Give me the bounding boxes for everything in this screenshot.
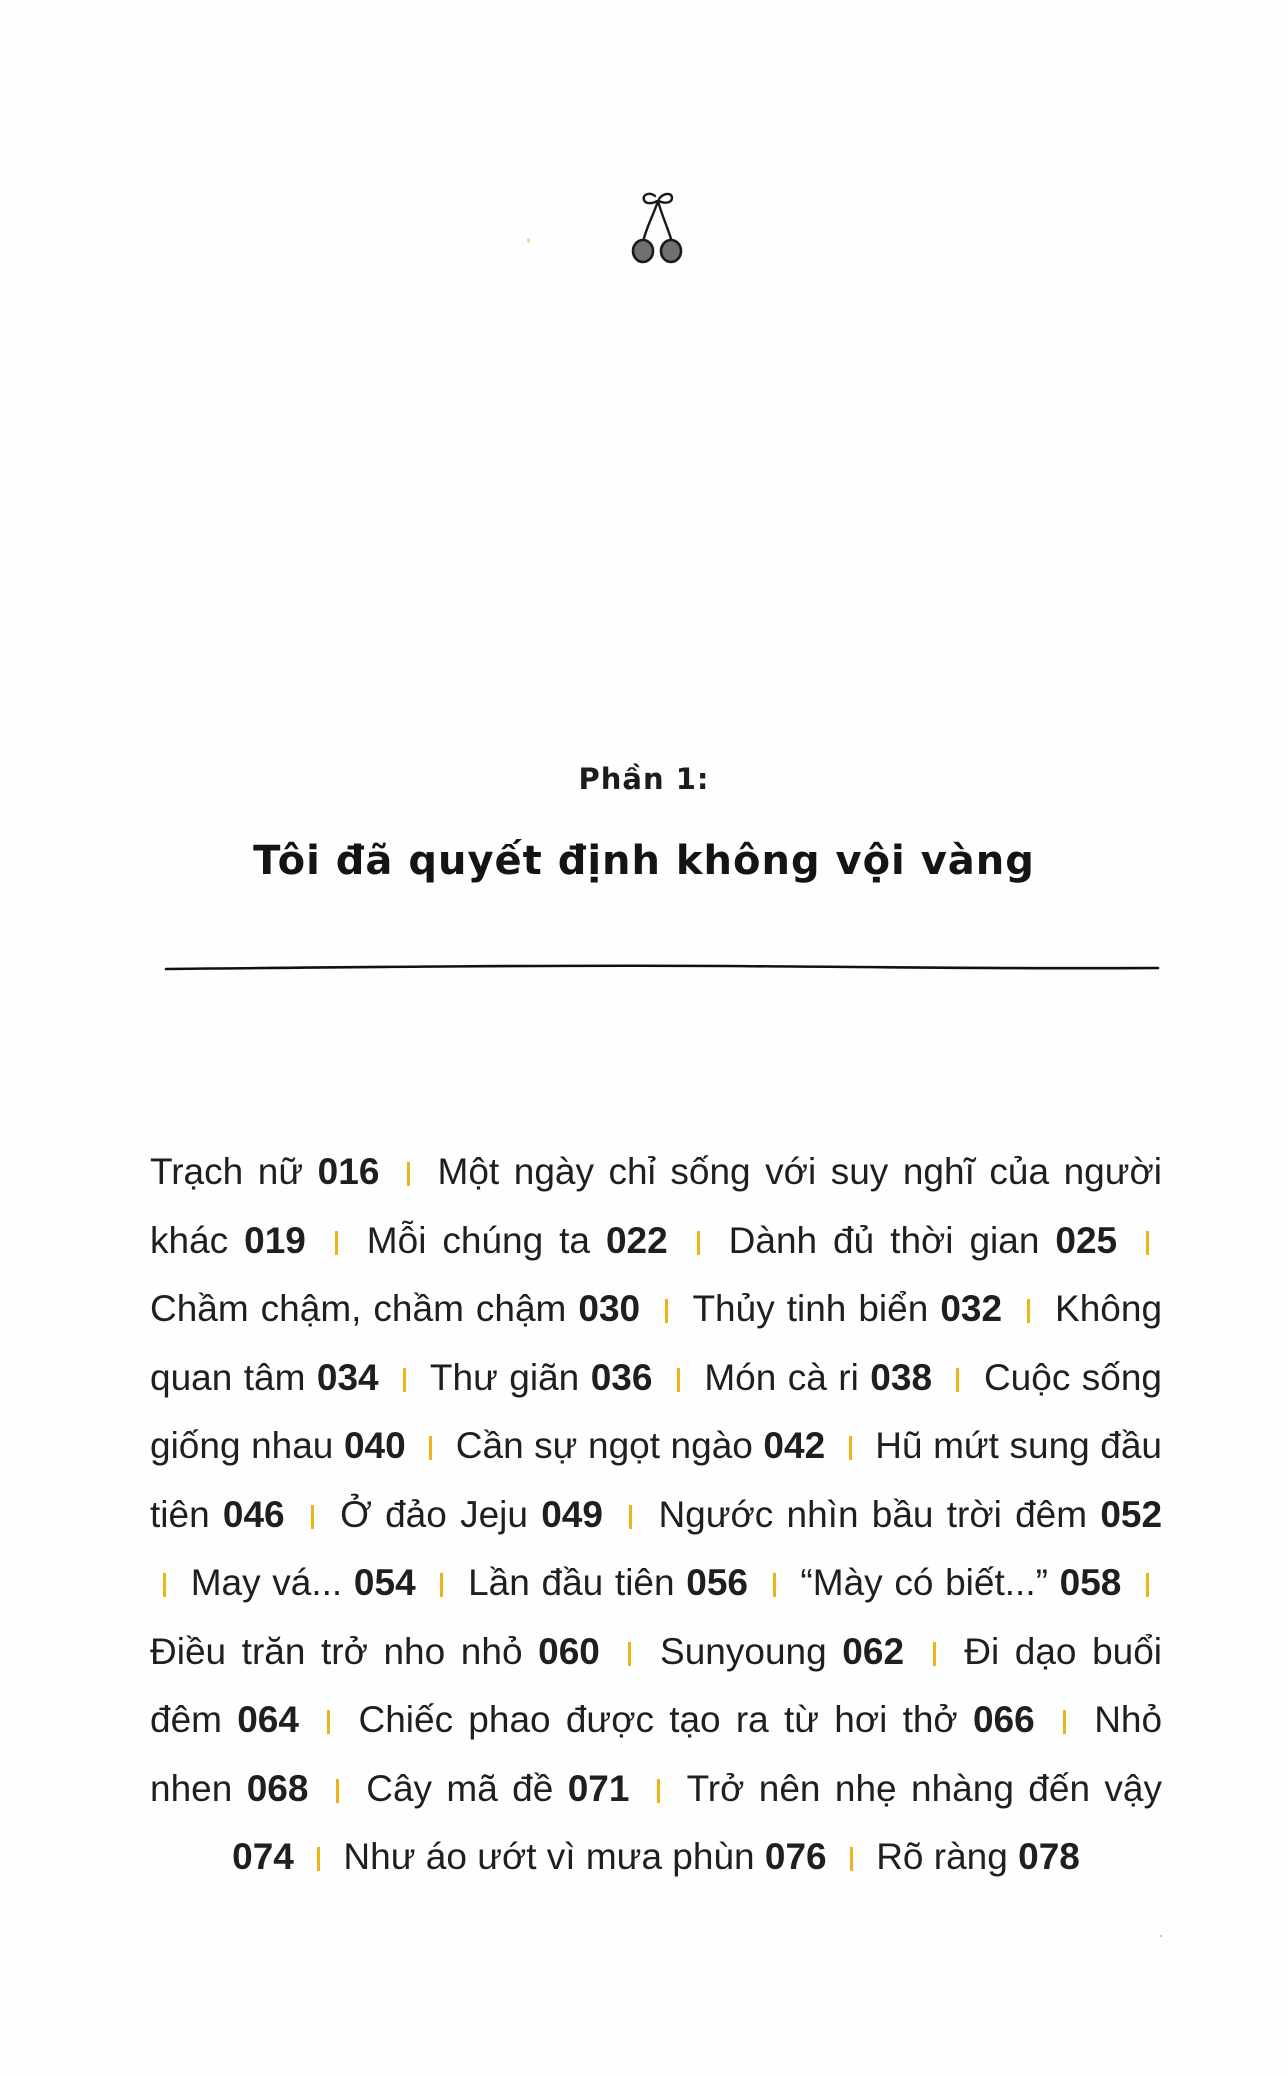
toc-entry-title: Mỗi chúng ta [366,1219,590,1261]
paper-speck [527,238,530,243]
toc-separator [629,1505,632,1529]
part-title: Tôi đã quyết định không vội vàng [253,838,1035,884]
toc-entry-page: 062 [842,1630,905,1672]
toc-entry-page: 068 [246,1767,309,1809]
toc-separator [327,1710,330,1734]
toc-entry-page: 058 [1059,1562,1122,1603]
toc-separator [849,1436,852,1460]
toc-entry-page: 056 [686,1562,749,1603]
toc-separator [1027,1299,1030,1323]
toc-separator [773,1573,776,1597]
toc-entry [340,1494,603,1535]
toc-entry-title: Thư giãn [429,1356,580,1398]
toc-separator [850,1847,853,1871]
toc-entry-page: 054 [353,1562,416,1603]
toc-entry-page: 049 [541,1493,603,1535]
toc-separator [440,1573,443,1597]
toc-entry-page: 074 [232,1836,294,1877]
toc-separator [933,1642,936,1666]
toc-entry-page: 064 [237,1699,299,1740]
toc-entry-title: Đi dạo buổi đêm [150,1630,1163,1740]
toc-separator [1063,1710,1066,1734]
toc-separator [697,1231,700,1255]
toc-entry [191,1562,416,1603]
toc-entry [366,1768,629,1809]
toc-entry-page: 030 [578,1288,641,1329]
toc-separator [403,1368,406,1392]
toc-entry [430,1357,653,1398]
toc-separator [335,1231,338,1255]
toc-entry-page: 076 [764,1836,827,1877]
toc-separator [1146,1573,1149,1597]
toc-entry-title: Rõ ràng [876,1836,1008,1877]
toc-entry-page: 025 [1055,1219,1118,1261]
toc-entry-title: Nhỏ nhen [150,1699,1163,1809]
toc-separator [1146,1231,1149,1255]
toc-entry-title: Trở nên nhẹ nhàng đến vậy [686,1767,1162,1809]
toc-separator [677,1368,680,1392]
toc-separator [665,1299,668,1323]
toc-entry-title: Trạch nữ [150,1151,304,1192]
toc-separator [336,1779,339,1803]
toc-entry-page: 040 [343,1425,406,1466]
toc-entry [150,1151,379,1192]
paper-speck [1160,1935,1162,1937]
toc-entry [343,1836,826,1877]
toc-entry-page: 019 [244,1219,306,1261]
toc-entry-page: 060 [538,1630,600,1672]
toc-separator [407,1162,410,1186]
toc-entry-title: Chầm chậm, chầm chậm [150,1288,567,1329]
toc-entry-title: Món cà ri [704,1356,859,1398]
toc-entry-title: Chiếc phao được tạo ra từ hơi thở [358,1699,958,1740]
toc-entry [468,1562,748,1603]
toc-entry-title: Thủy tinh biển [692,1288,929,1329]
hand-drawn-divider [164,960,1160,976]
toc-separator [317,1847,320,1871]
toc-separator [628,1642,631,1666]
toc-entry [150,1631,600,1672]
toc-entry-title: May vá... [190,1562,343,1603]
toc-entry-page: 032 [940,1288,1003,1329]
toc-entry-page: 046 [222,1493,285,1535]
toc-entry [692,1288,1002,1329]
toc-entry-title: Một ngày chỉ sống với suy nghĩ của người khác [150,1151,1163,1261]
toc-separator [956,1368,959,1392]
toc-entry [800,1562,1121,1603]
toc-entry-page: 042 [763,1425,826,1466]
toc-separator [429,1436,432,1460]
toc-entry-title: Cần sự ngọt ngào [455,1425,753,1466]
toc-separator [311,1505,314,1529]
toc-entry-page: 016 [317,1151,380,1192]
toc-entry-title: Sunyoung [660,1630,827,1672]
toc-entry [367,1220,668,1261]
toc-entry-title: Ngước nhìn bầu trời đêm [658,1493,1088,1535]
toc-entry [704,1357,932,1398]
toc-entry [358,1699,1034,1740]
toc-entry-page: 038 [870,1356,933,1398]
toc-entry-title: Điều trăn trở nho nhỏ [150,1630,523,1672]
toc-entry-page: 022 [605,1219,668,1261]
toc-separator [657,1779,660,1803]
toc-entry [150,1288,640,1329]
toc-entry-page: 052 [1100,1493,1163,1535]
cherry-icon [628,188,688,268]
toc-entry-title: Như áo ướt vì mưa phùn [343,1836,755,1877]
toc-entry-page: 066 [972,1699,1035,1740]
toc-entry [456,1425,825,1466]
toc-entry-title: Không quan tâm [150,1288,1163,1398]
toc-entry-title: Ở đảo Jeju [340,1493,528,1535]
toc-entry-title: Cây mã đề [366,1767,554,1809]
toc-entry [876,1836,1080,1877]
toc-entry [658,1494,1162,1535]
toc-entry-title: Dành đủ thời gian [728,1219,1040,1261]
toc-entry-page: 071 [567,1767,630,1809]
part-label: Phần 1: [578,762,710,796]
toc-entry-title: “Mày có biết...” [800,1562,1048,1603]
table-of-contents [150,1138,1162,1892]
toc-entry [660,1631,904,1672]
toc-entry-page: 036 [590,1356,653,1398]
toc-entry [729,1220,1117,1261]
toc-entry-title: Lần đầu tiên [468,1562,675,1603]
toc-entry-title: Hũ mứt sung đầu tiên [150,1425,1163,1535]
toc-separator [163,1573,166,1597]
toc-entry-page: 034 [316,1356,379,1398]
toc-entry-title: Cuộc sống giống nhau [150,1356,1162,1466]
toc-entry-page: 078 [1018,1836,1080,1877]
